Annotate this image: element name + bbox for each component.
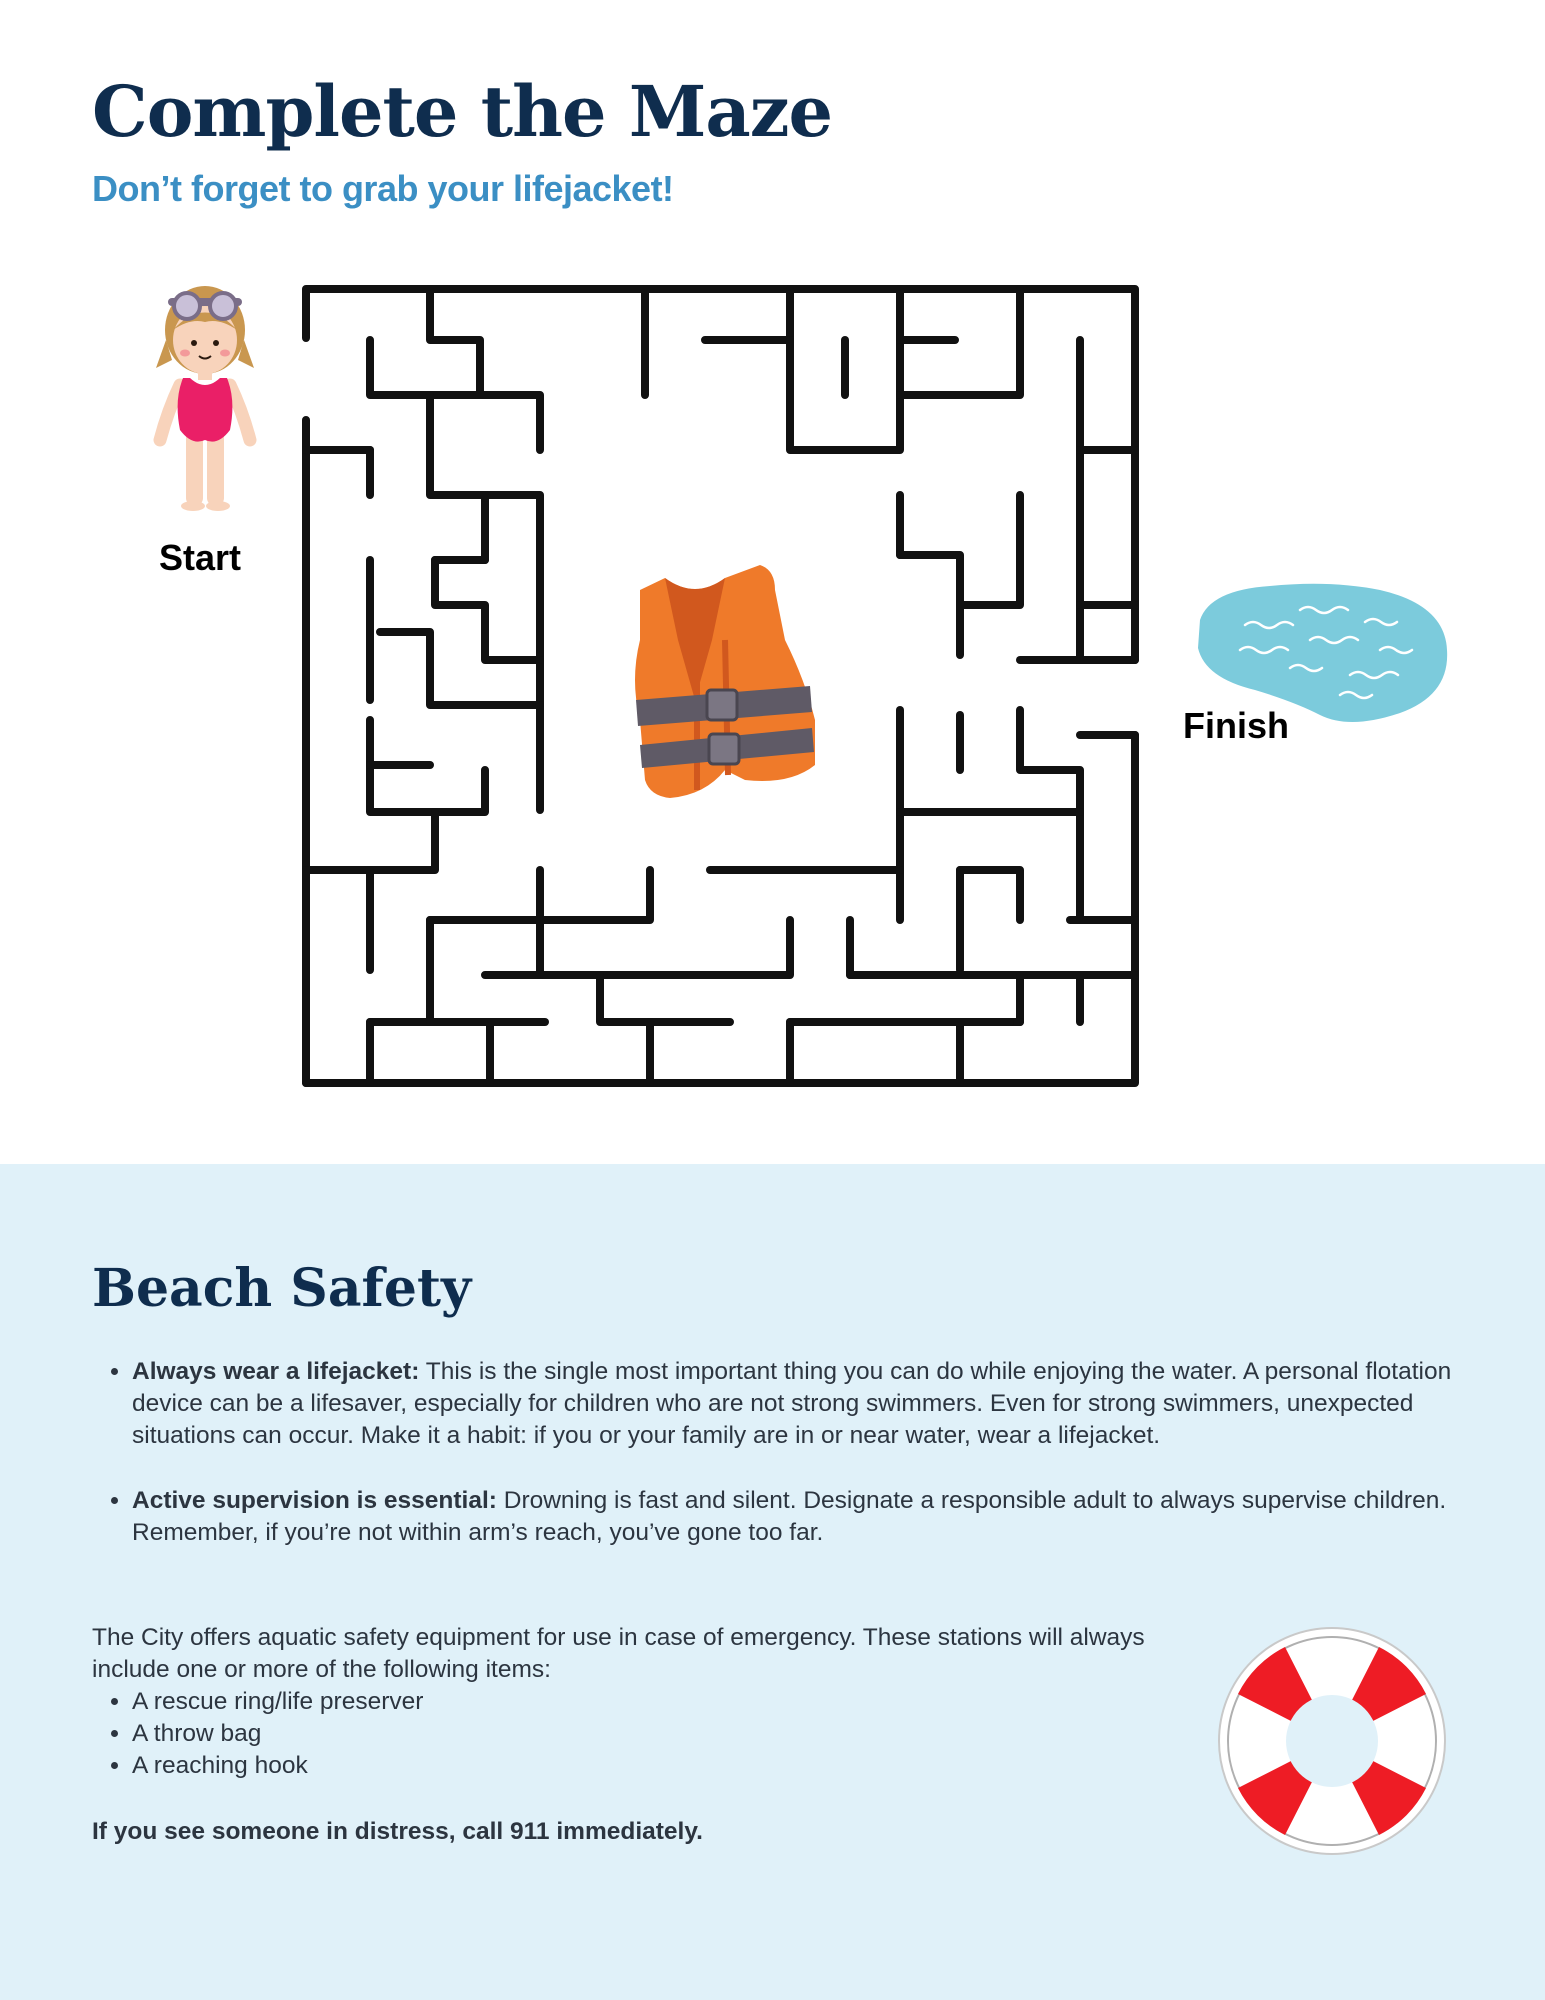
lifejacket-icon <box>635 565 815 798</box>
girl-swimmer-icon <box>156 286 254 511</box>
page-subtitle: Don’t forget to grab your lifejacket! <box>92 168 674 209</box>
list-item <box>132 1485 1462 1549</box>
start-label: Start <box>159 537 242 578</box>
water-puddle-icon <box>1198 584 1447 722</box>
list-item: • A rescue ring/life preserver <box>132 1686 992 1718</box>
tip-heading: Always wear a lifejacket: <box>132 1358 420 1385</box>
list-item: • A throw bag <box>132 1718 992 1750</box>
list-item <box>132 1356 1462 1452</box>
safety-tips-list <box>92 1356 1462 1582</box>
tip-heading: Active supervision is essential: <box>132 1487 497 1514</box>
equipment-list <box>92 1686 992 1782</box>
tip-text: This is the single most important thing you can do while enjoying the water. A personal flotation device can be a lifesaver, especially for children who are not strong swimmers. Even for strong swimmers, unexpected situations can occur. Make it a habit: if you or your family are in or near water, wear a lifejacket. <box>132 1358 1452 1449</box>
emergency-note: If you see someone in distress, call 911 immediately. <box>92 1818 703 1845</box>
section-title: Beach Safety <box>92 1258 472 1319</box>
finish-label: Finish <box>1183 705 1289 746</box>
tip-text: Drowning is fast and silent. Designate a responsible adult to always supervise children. Remember, if you’re not within arm’s reach, you’ve gone too far. <box>132 1487 1447 1546</box>
equipment-intro: The City offers aquatic safety equipment for use in case of emergency. These stations will always include one or more of the following items: <box>92 1624 1145 1683</box>
list-item: • A reaching hook <box>132 1750 992 1782</box>
page-title: Complete the Maze <box>92 70 833 153</box>
